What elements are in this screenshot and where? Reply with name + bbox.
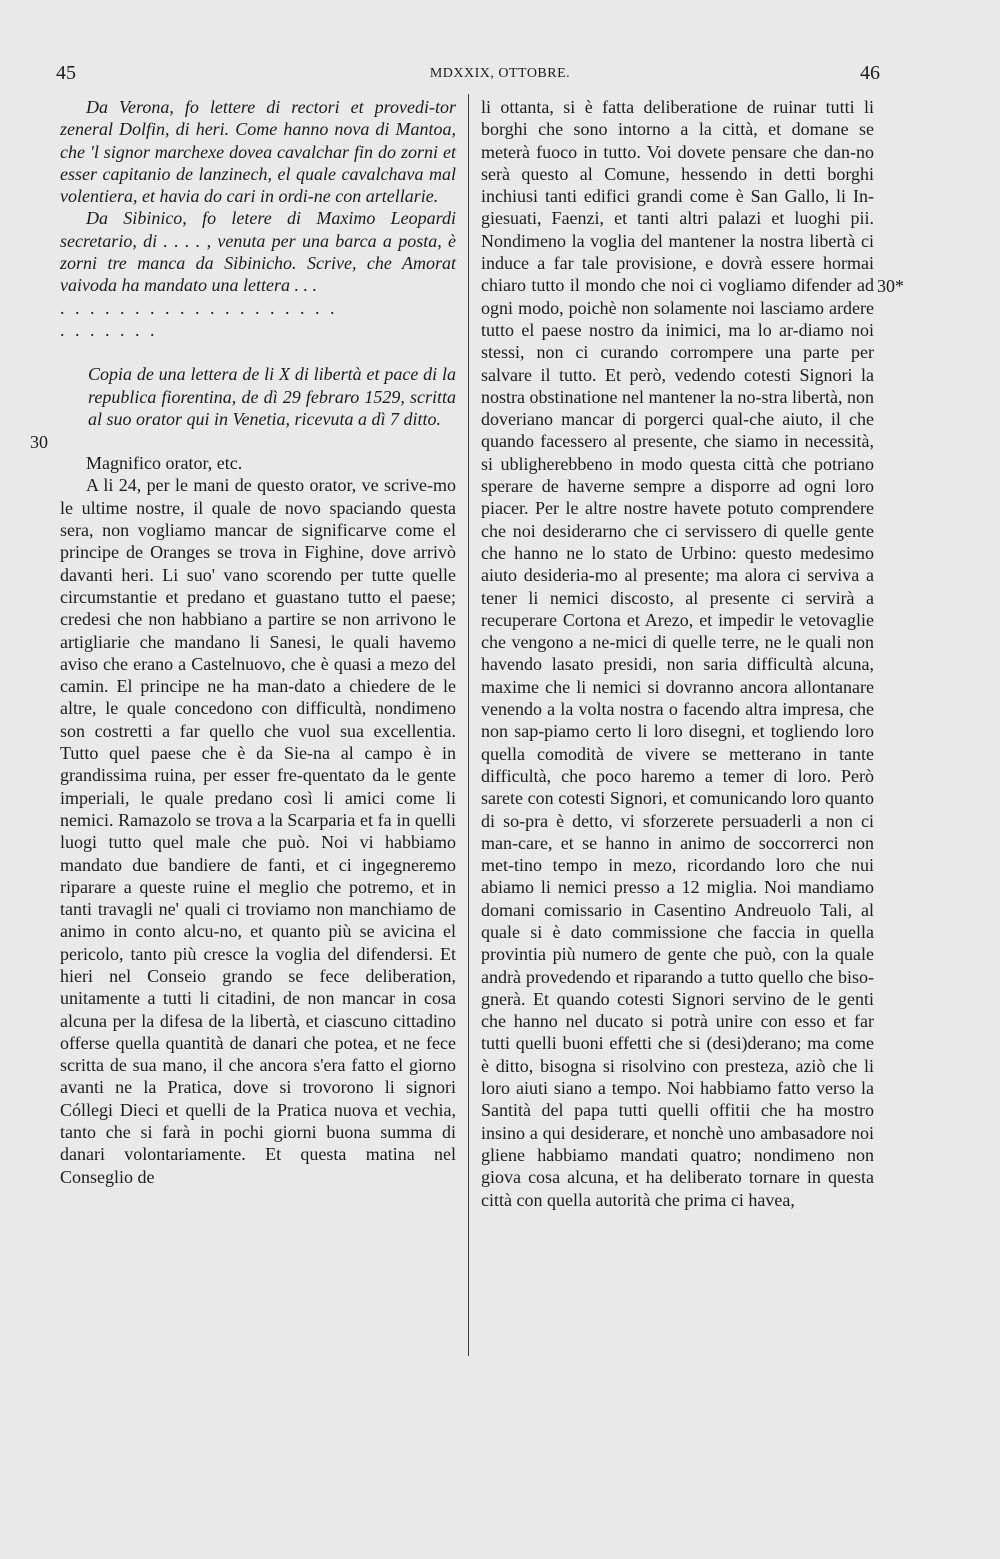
salutation: Magnifico orator, etc. — [86, 453, 243, 474]
paragraph-sibinico: Da Sibinico, fo letere di Maximo Leopardi secretario, di . . . . , venuta per una barca a posta, è zorni tre manca da Sibinicho. Scrive, che Amorat vaivoda ha mandato una lettera . . . — [60, 208, 456, 296]
right-page-number: 46 — [860, 62, 880, 84]
spacer — [60, 341, 456, 363]
letter-heading: Copia de una lettera de li X di libertà et pace di la republica fiorentina, de dì 29 febraro 1529, scritta al suo orator qui in Venetia, ricevuta a dì 7 ditto. — [88, 364, 456, 429]
left-margin-line-number: 30 — [30, 432, 48, 452]
ellipsis-line: . . . . . . . . . . . . . . . . . . . — [60, 297, 338, 318]
paragraph-verona: Da Verona, fo lettere di rectori et provedi-tor zeneral Dolfin, di heri. Come hanno nova di Mantoa, che 'l signor marchexe dovea cavalchar fin do zorni et esser capitanio de lanzinech, el quale cavalchava mal volentiera, et havia do cari in ordi-ne con artellarie. — [60, 97, 456, 207]
left-page-number: 45 — [56, 62, 76, 84]
spacer — [60, 430, 456, 452]
letter-body: A li 24, per le mani de questo orator, ve scrive-mo le ultime nostre, il quale de novo spaciando questa sera, non vogliamo mancar de significarve come el principe de Oranges se trova in Fighine, dove arrivò davanti heri. Li suo' vano scorendo per tutte quelle circumstantie et predano et guastano tutto el paese; credesi che non habbiano a partire se non arrivono le artigliarie che mandano li Sanesi, le quali havemo aviso che erano a Castelnuovo, che è quasi a mezo del camin. El principe ne ha man-dato a chiedere de le altre, le quale concedono con difficultà, nondimeno son costretti a far quello che vuol sua excellentia. Tutto quel paese che è da Sie-na al campo è in grandissima ruina, per esser fre-quentato da le gente imperiali, le quale predano così li amici come li nemici. Ramazolo se trova a la Scarparia et fa in quelli luogi tutto quel male che può. Noi vi habbiamo mandato due bandiere de fanti, et ci ingegneremo riparare a queste ruine el meglio che potremo, et in tanti travagli ne' quali ci troviamo non manchiamo de animo in conto alcu-no, et quanto più se avicina el pericolo, tanto più cresce la voglia del difendersi. Et hieri nel Conseio grando se fece deliberation, unitamente a tutti li citadini, de non mancar in cosa alcuna per la difesa de la libertà, et ciascuno cittadino offerse quella quantità de danari che potea, et ne fece scritta de sua mano, il che ancora s'era fatto el giorno avanti ne la Pratica, dove si trovorono li signori Cóllegi Dieci et quelli de la Pratica nuova et vechia, tanto che si farà in pochi giorni buona summa di danari volontariamente. Et questa matina nel Conseglio de — [60, 475, 456, 1187]
column-divider — [468, 94, 469, 1356]
ellipsis-line: . . . . . . . — [60, 319, 158, 340]
running-title: MDXXIX, OTTOBRE. — [429, 66, 571, 81]
left-column — [60, 96, 456, 1188]
right-margin-line-number: 30* — [877, 276, 904, 296]
right-column — [481, 96, 874, 1211]
letter-body-continued: li ottanta, si è fatta deliberatione de ruinar tutti li borghi che sono intorno a la città, et domane se meterà fuoco in tutto. Voi dovete pensare che dan-no serà questo al Comune, hessendo in detti borghi inchiusi tanti edifici grandi come è San Gallo, li In-giesuati, Faenzi, et tanti altri palazi et luoghi pii. Nondimeno la voglia del mantener la nostra libertà ci induce a far tale provisione, e dovrà essere hormai chiaro tutto il mondo che noi ci vogliamo difender ad ogni modo, poichè non solamente noi lasciamo ardere tutto el paese nostro da inimici, ma lo ar-diamo noi stessi, non ci curando corrompere una parte per salvare il tutto. Et però, vedendo cotesti Signori la nostra obstinatione nel mantener la no-stra libertà, non doveriano mancar di porgerci qual-che aiuto, il che quando facessero al presente, che siamo in necessità, si ubligherebbeno in modo questa città che potriano sperare de haverne sempre a disporre ad ogni loro piacer. Per le altre nostre havete potuto comprendere che noi desiderarno che ci servissero di quelle gente che hanno ne lo stato de Urbino: questo medesimo aiuto desideria-mo al presente; ma alora ci serviva a tener li nemici discosto, al presente ci servirà a recuperare Cortona et Arezo, et impedir le vetovaglie che vengono a ne-mici di quelle terre, ne le quali non havendo lasato presidi, non saria difficultà alcuna, maxime che li nemici si dovranno ancora allontanare venendo a la volta nostra o facendo altra impresa, che non sap-piamo certo li loro disegni, et togliendo loro quella comodità de vivere se metterano in tante difficultà, che poco haremo a temer di loro. Però sarete con cotesti Signori, et comunicando loro quanto di so-pra è detto, vi sforzerete persuaderli a non ci man-care, et se hanno in animo de soccorrerci non met-tino tempo in mezo, ricordando loro che nui abiamo li nemici presso a 12 miglia. Noi mandiamo domani comissario in Casentino Andreuolo Tali, al quale si è dato commissione che faccia in quella provintia più numero de gente che può, con la quale andrà provedendo et riparando a tutto quello che biso-gnerà. Et quando cotesti Signori servino de le genti che hanno nel ducato si potrà unire con esso et far tutti quelli buoni effetti che si (desi)derano; ma come è ditto, bisogna si risolvino con presteza, aziò che li loro aiuti siano a tempo. Noi habbiamo fatto verso la Santità del papa tutti quelli offitii che ha mostro insino a qui desiderare, et nonchè uno ambasadore noi gliene habbiamo mandati quatro; nondimeno non giova cosa alcuna, et ha deliberato tornare in questa città con quella autorità che prima ci havea, — [481, 97, 874, 1210]
